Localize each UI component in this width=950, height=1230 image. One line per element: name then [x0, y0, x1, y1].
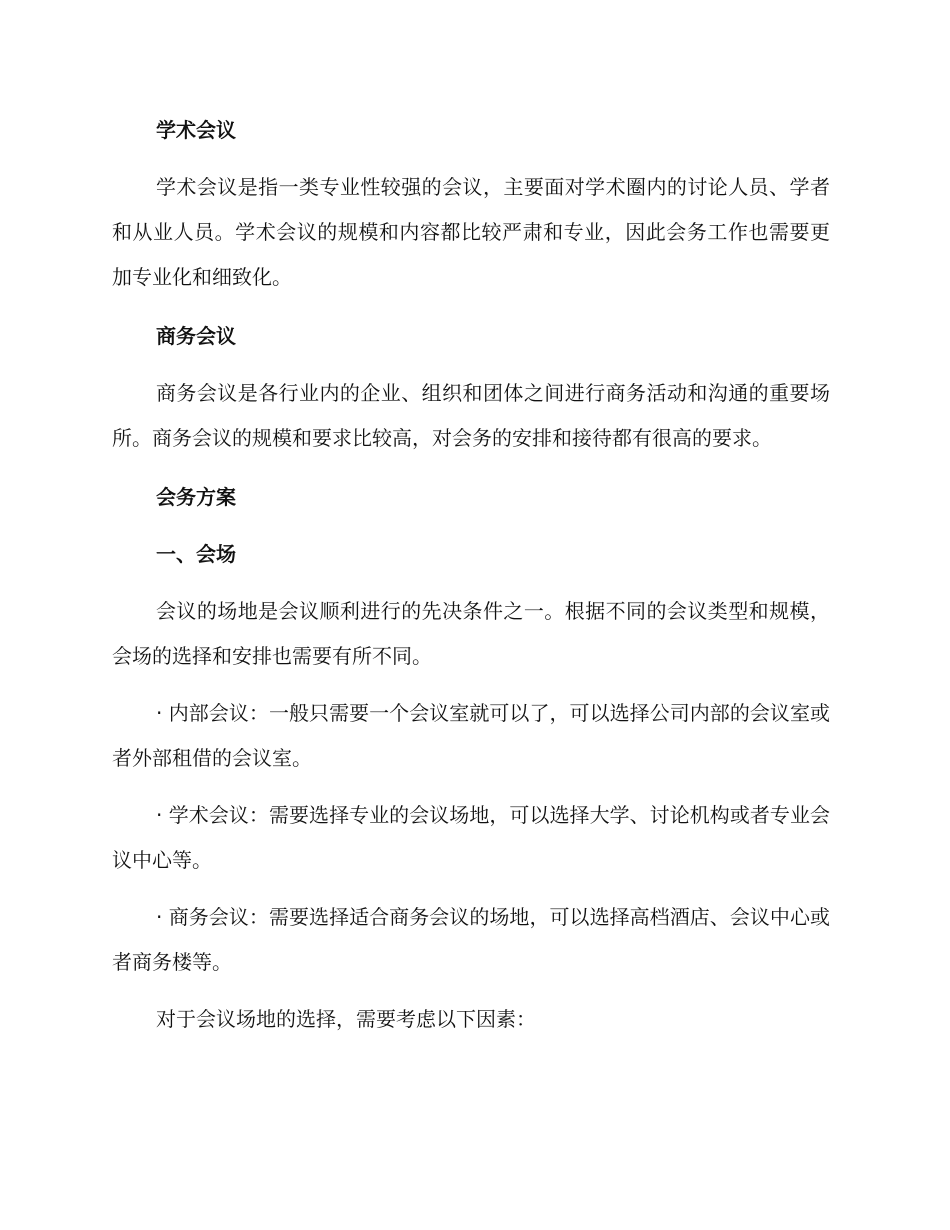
venue-factors-paragraph: 对于会议场地的选择，需要考虑以下因素： — [156, 1007, 536, 1031]
conference-plan-heading: 会务方案 — [156, 485, 236, 509]
venue-heading: 一、会场 — [156, 542, 236, 566]
academic-conference-paragraph: 学术会议是指一类专业性较强的会议，主要面对学术圈内的讨论人员、学者和从业人员。学术会议的规模和内容都比较严肃和专业，因此会务工作也需要更加专业化和细致化。 — [112, 175, 830, 289]
bullet-academic-meeting: · 学术会议：需要选择专业的会议场地，可以选择大学、讨论机构或者专业会议中心等。 — [112, 803, 830, 872]
business-conference-paragraph: 商务会议是各行业内的企业、组织和团体之间进行商务活动和沟通的重要场所。商务会议的规模和要求比较高，对会务的安排和接待都有很高的要求。 — [112, 381, 830, 450]
business-conference-heading: 商务会议 — [156, 324, 236, 348]
academic-conference-heading: 学术会议 — [156, 118, 236, 142]
venue-intro-paragraph: 会议的场地是会议顺利进行的先决条件之一。根据不同的会议类型和规模，会场的选择和安排也需要有所不同。 — [112, 599, 830, 668]
bullet-internal-meeting: · 内部会议：一般只需要一个会议室就可以了，可以选择公司内部的会议室或者外部租借的会议室。 — [112, 701, 830, 770]
document-page — [112, 108, 830, 1054]
bullet-business-meeting: · 商务会议：需要选择适合商务会议的场地，可以选择高档酒店、会议中心或者商务楼等。 — [112, 905, 830, 974]
